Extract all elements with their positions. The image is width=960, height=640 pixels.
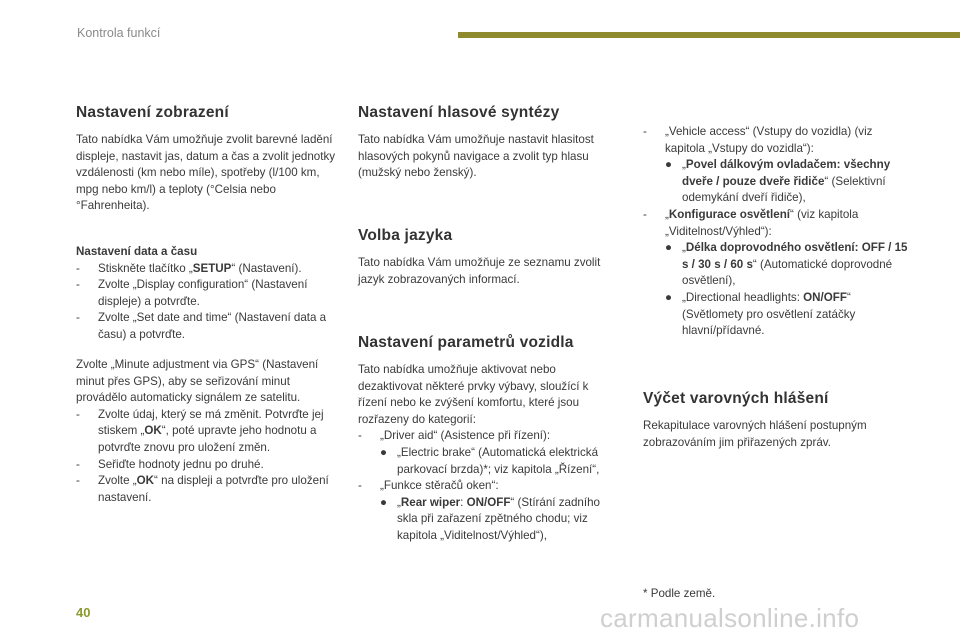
bullet-icon: ● — [665, 241, 673, 255]
warning-messages-section — [643, 390, 915, 451]
header-accent-bar — [458, 32, 960, 38]
list-item: - Zvolte údaj, který se má změnit. Potvrďte jej stiskem „OK“, poté upravte jeho hodnotu a potvrďte znovu pro uložení změn. — [76, 407, 324, 454]
language-text: Tato nabídka Vám umožňuje ze seznamu zvolit jazyk zobrazovaných informací. — [358, 256, 601, 286]
list-item: - „Funkce stěračů oken“: — [358, 479, 499, 493]
warning-messages-text: Rekapitulace varovných hlášení postupným zobrazováním jim přiřazených zpráv. — [643, 419, 867, 449]
bullet-icon: ● — [380, 445, 388, 459]
list-item: - Zvolte „Display configuration“ (Nastavení displeje) a potvrďte. — [76, 278, 308, 308]
list-item: - Stiskněte tlačítko „SETUP“ (Nastavení). — [76, 261, 302, 275]
date-time-section — [76, 244, 338, 344]
list-item: ● „Electric brake“ (Automatická elektrická parkovací brzda)*; viz kapitola „Řízení“, — [380, 445, 600, 476]
voice-synthesis-heading: Nastavení hlasové syntézy — [358, 104, 560, 121]
language-section — [358, 227, 620, 288]
list-item: - Seřiďte hodnoty jednu po druhé. — [76, 457, 264, 471]
voice-synthesis-text: Tato nabídka Vám umožňuje nastavit hlasitost hlasových pokynů navigace a zvolit typ hlasu (mužský nebo ženský). — [358, 133, 594, 180]
list-item: ● „Directional headlights: ON/OFF“ (Světlomety pro osvětlení zatáčky hlavní/přídavné. — [665, 290, 856, 338]
bullet-icon: ● — [665, 158, 673, 172]
date-time-subheading: Nastavení data a času — [76, 245, 198, 258]
warning-messages-heading: Výčet varovných hlášení — [643, 390, 829, 407]
gps-section — [76, 357, 338, 506]
list-item: ● „Povel dálkovým ovladačem: všechny dveře / pouze dveře řidiče“ (Selektivní odemykání dveří řidiče), — [665, 158, 891, 205]
vehicle-parameters-text: Tato nabídka umožňuje aktivovat nebo dezaktivovat některé prvky výbavy, sloužící k řízení nebo ke zvýšení komfortu, které jsou rozřazeny do kategorií: — [358, 363, 589, 426]
vehicle-parameters-section — [358, 334, 620, 545]
display-settings-intro: Tato nabídka Vám umožňuje zvolit barevné ladění displeje, nastavit jas, datum a čas a zvolit jednotky vzdálenosti (km nebo míle), spotřeby (l/100 km, mpg nebo km/l) a teploty (°Celsia nebo °Fahrenheita). — [76, 133, 336, 213]
gps-text: Zvolte „Minute adjustment via GPS“ (Nastavení minut přes GPS), aby se seřizování minut provádělo automaticky signálem ze satelitu. — [76, 358, 319, 405]
display-settings-heading: Nastavení zobrazení — [76, 104, 229, 121]
bullet-icon: ● — [380, 495, 388, 509]
vehicle-parameters-heading: Nastavení parametrů vozidla — [358, 334, 574, 351]
chapter-title: Kontrola funkcí — [77, 26, 161, 40]
list-item: ● „Rear wiper: ON/OFF“ (Stírání zadního skla při zařazení zpětného chodu; viz kapitola „Viditelnost/Výhled“), — [380, 495, 600, 542]
list-item: - „Vehicle access“ (Vstupy do vozidla) (viz kapitola „Vstupy do vozidla“): — [643, 125, 873, 155]
list-item: - Zvolte „Set date and time“ (Nastavení data a času) a potvrďte. — [76, 311, 327, 341]
watermark: carmanualsonline.info — [600, 603, 860, 633]
vehicle-access-section — [643, 124, 915, 340]
display-settings-section — [76, 104, 338, 215]
footnote: * Podle země. — [643, 587, 716, 600]
list-item: - Zvolte „OK“ na displeji a potvrďte pro uložení nastavení. — [76, 474, 329, 504]
voice-synthesis-section — [358, 104, 620, 182]
language-heading: Volba jazyka — [358, 227, 453, 244]
bullet-icon: ● — [665, 290, 673, 304]
list-item: - „Driver aid“ (Asistence při řízení): — [358, 429, 551, 443]
list-item: ● „Délka doprovodného osvětlení: OFF / 15 s / 30 s / 60 s“ (Automatické doprovodné osvětlení), — [665, 241, 908, 288]
page-number: 40 — [76, 605, 91, 620]
list-item: - „Konfigurace osvětlení“ (viz kapitola „Viditelnost/Výhled“): — [643, 207, 859, 238]
